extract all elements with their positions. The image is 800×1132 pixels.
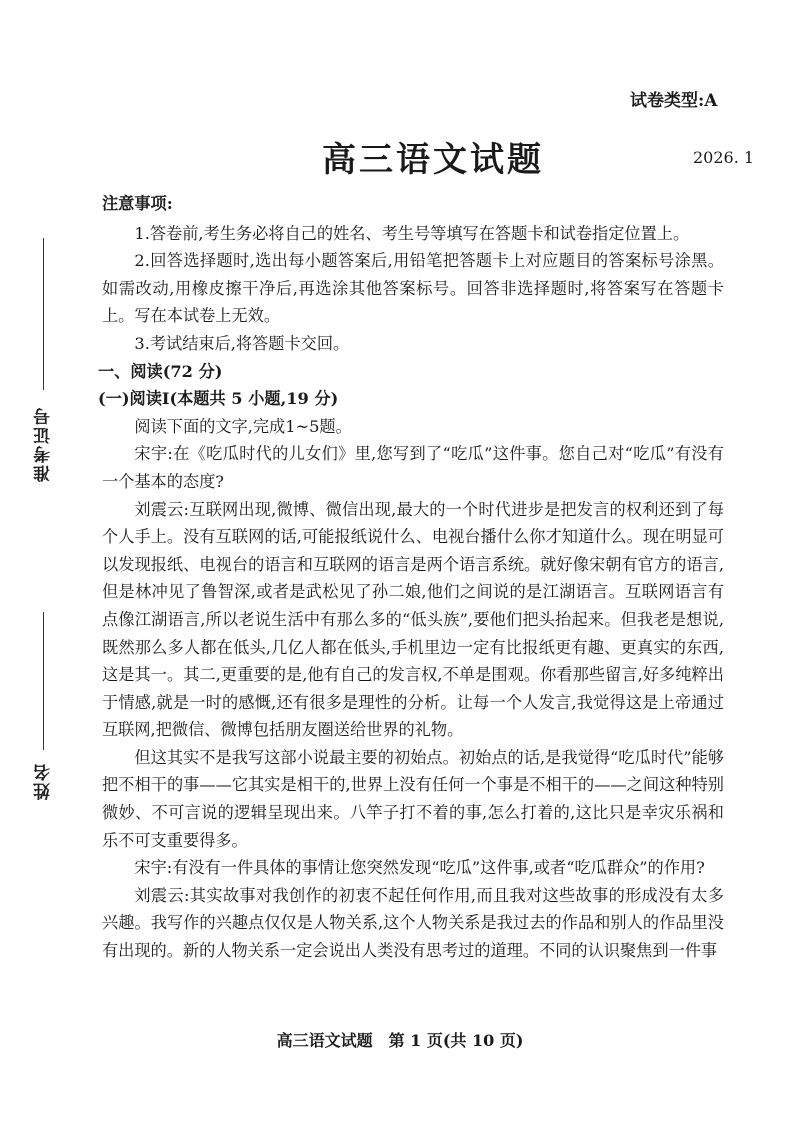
name-line [43, 612, 44, 750]
notice-item: 2.回答选择题时,选出每小题答案后,用铅笔把答题卡上对应题目的答案标号涂黑。如需改动,用橡皮擦干净后,再选涂其他答案标号。回答非选择题时,将答案写在答题卡上。写在本试卷上无效。 [102, 251, 724, 326]
page-title: 高三语文试题 [322, 140, 544, 180]
notice-item: 1.答卷前,考生务必将自己的姓名、考生号等填写在答题卡和试卷指定位置上。 [134, 223, 690, 243]
main-content [98, 190, 724, 965]
passage-paragraph: 宋宇:在《吃瓜时代的儿女们》里,您写到了“吃瓜”这件事。您自己对“吃瓜”有没有一个基本的态度? [102, 444, 724, 491]
notice-heading: 注意事项: [102, 194, 173, 213]
passage-paragraph: 但这其实不是我写这部小说最主要的初始点。初始点的话,是我觉得“吃瓜时代”能够把不相干的事——它其实是相干的,世界上没有任何一个事是不相干的——之间这种特别微妙、不可言说的逻辑呈现出来。八竿子打不着的事,怎么打着的,这比只是幸灾乐祸和乐不可支重要得多。 [102, 747, 724, 850]
section-heading: 一、阅读(72 分) [98, 361, 223, 381]
passage-paragraph: 刘震云:其实故事对我创作的初衷不起任何作用,而且我对这些故事的形成没有太多兴趣。我写作的兴趣点仅仅是人物关系,这个人物关系是我过去的作品和别人的作品里没有出现的。新的人物关系一定会说出人类没有思考过的道理。不同的认识聚焦到一件事 [102, 885, 724, 961]
exam-id-field [28, 238, 58, 482]
page-footer: 高三语文试题 第 1 页(共 10 页) [276, 1031, 524, 1050]
sub-section-heading: (一)阅读Ⅰ(本题共 5 小题,19 分) [98, 389, 339, 409]
passage-paragraph: 宋宇:有没有一件具体的事情让您突然发现“吃瓜”这件事,或者“吃瓜群众”的作用? [134, 858, 705, 878]
exam-id-label: 准考证号 [33, 406, 54, 482]
name-label: 姓名 [33, 762, 54, 800]
exam-date: 2026. 1 [693, 148, 755, 167]
reading-instruction: 阅读下面的文字,完成1~5题。 [134, 416, 352, 436]
exam-id-line [43, 238, 44, 390]
name-field [28, 612, 58, 800]
notice-item: 3.考试结束后,将答题卡交回。 [134, 333, 350, 353]
passage-paragraph: 刘震云:互联网出现,微博、微信出现,最大的一个时代进步是把发言的权利还到了每个人手上。没有互联网的话,可能报纸说什么、电视台播什么你才知道什么。现在明显可以发现报纸、电视台的语言和互联网的语言是两个语言系统。就好像宋朝有官方的语言,但是林冲见了鲁智深,或者是武松见了孙二娘,他们之间说的是江湖语言。互联网语言有点像江湖语言,所以老说生活中有那么多的“低头族”,要他们把头抬起来。但我老是想说,既然那么多人都在低头,几亿人都在低头,手机里边一定有比报纸更有趣、更真实的东西,这是其一。其二,更重要的是,他有自己的发言权,不单是围观。你看那些留言,好多纯粹出于情感,就是一时的感慨,还有很多是理性的分析。让每一个人发言,我觉得这是上帝通过互联网,把微信、微博包括朋友圈送给世界的礼物。 [102, 499, 724, 740]
paper-type-label: 试卷类型:A [630, 91, 718, 111]
